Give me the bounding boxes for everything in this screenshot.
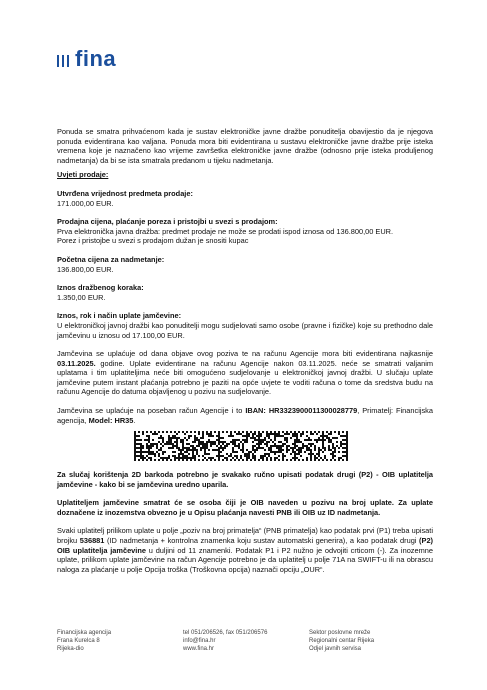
- pnb-number: 536881: [79, 535, 105, 545]
- prodajna-label: Prodajna cijena, plaćanje poreza i pristojbi u svezi s prodajom:: [57, 217, 278, 227]
- pocetna-value: 136.800,00 EUR.: [57, 264, 114, 274]
- jamcevina-text: U elektroničkoj javnoj dražbi kao ponuditelji mogu sudjelovati samo osobe (pravne i fizičke) koje su prethodno dale jamčevinu u iznosu od 17.100,00 EUR.: [57, 320, 433, 340]
- model-number: Model: HR35: [88, 415, 134, 425]
- korak-value: 1.350,00 EUR.: [57, 292, 106, 302]
- intro-paragraph: Ponuda se smatra prihvaćenom kada je sustav elektroničke javne dražbe ponuditelja obavijestio da je njegova ponuda evidentirana kao valjana. Ponuda mora biti evidentirana u sustavu elektroničke javne dražbe prije isteka vremena koje je naznačeno kao vrijeme završetka elektroničke javne dražbe (odnosno prije isteka produljenog nadmetanja) da bi se ista smatrala predanom u tijeku nadmetanja.: [57, 127, 433, 165]
- footer-department: Sektor poslovne mreže Regionalni centar Rijeka Odjel javnih servisa: [309, 630, 375, 652]
- korak-label: Iznos dražbenog koraka:: [57, 283, 144, 293]
- footer-contact: tel 051/206526, fax 051/206576 info@fina.hr www.fina.hr: [183, 629, 309, 653]
- iban-number: IBAN: HR3323900011300028779: [245, 406, 358, 416]
- jamcevina-label: Iznos, rok i način uplate jamčevine:: [57, 311, 182, 321]
- fina-logo: [57, 48, 116, 70]
- rok-date: 03.11.2025.: [57, 358, 96, 368]
- document-body: [57, 127, 433, 425]
- logo-bars-icon: [57, 55, 69, 67]
- 2d-barcode: [134, 431, 348, 461]
- prodajna-line2: Porez i pristojbe u svezi s prodajom dužan je snositi kupac: [57, 236, 249, 246]
- uvjeti-heading: Uvjeti prodaje:: [57, 170, 109, 180]
- p2-label: (P2) OIB uplatitelja jamčevine: [57, 535, 434, 555]
- logo-wordmark: fina: [75, 46, 117, 71]
- footer-email-link[interactable]: info@fina.hr: [183, 638, 216, 644]
- pocetna-label: Početna cijena za nadmetanje:: [57, 254, 165, 264]
- footer-web-link[interactable]: www.fina.hr: [183, 646, 215, 652]
- footer: [57, 629, 433, 653]
- vrijednost-label: Utvrđena vrijednost predmeta prodaje:: [57, 188, 193, 198]
- barcode-notes: [57, 470, 433, 574]
- barkod-paragraph: Za slučaj korištenja 2D barkoda potrebno je svakako ručno upisati podatak drugi (P2) - OIB uplatitelja jamčevine - kako bi se jamčevina uredno uparila.: [57, 470, 433, 489]
- vrijednost-value: 171.000,00 EUR.: [57, 198, 114, 208]
- rok-paragraph: Jamčevina se uplaćuje od dana objave ovog poziva te na računu Agencije mora biti evidentirana najkasnije 03.11.2025. godine. Uplate evidentirane na računu Agencije nakon 03.11.2025. neće se smatrati valjanim uplatama i tim uplatiteljima neće biti omogućeno sudjelovanje u elektroničkoj javnoj dražbi. U slučaju uplate jamčevine putem instant plaćanja potrebno je paziti na opće uvjete te voditi računa o tome da sredstva budu na računu Agencije do datuma objavljenog u pozivu na sudjelovanje.: [57, 349, 433, 397]
- svaki-paragraph: Svaki uplatitelj prilikom uplate u polje „poziv na broj primatelja“ (PNB primatelja) kao podatak prvi (P1) treba upisati brojku 536881 (ID nadmetanja + kontrolna znamenka koju sustav automatski generira), a kao podatak drugi (P2) OIB uplatitelja jamčevine u duljini od 11 znamenki. Podatak P1 i P2 nužno je odvojiti crticom (-). Za inozemne uplate, prilikom uplate jamčevine na račun Agencije potrebno je da uplatitelj u polje 71A na SWIFT-u ili na obrascu naloga za plaćanje u polje Opcija troška (Troškovna opcija) naznači opciju „OUR“.: [57, 526, 434, 574]
- footer-address: Financijska agencija Frana Kurelca 8 Rijeka-dio: [57, 630, 112, 652]
- uplatitelj-paragraph: Uplatiteljem jamčevine smatrat će se osoba čiji je OIB naveden u pozivu na broj uplate. Za uplate doznačene iz inozemstva obvezno je u Opisu plaćanja navesti PNB ili OIB uz ID nadmetanja.: [57, 498, 433, 517]
- iban-paragraph: Jamčevina se uplaćuje na poseban račun Agencije i to IBAN: HR3323900011300028779, Primatelj: Financijska agencija, Model: HR35.: [57, 406, 433, 425]
- prodajna-line1: Prva elektronička javna dražba: predmet prodaje ne može se prodati ispod iznosa od 136.800,00 EUR.: [57, 226, 394, 236]
